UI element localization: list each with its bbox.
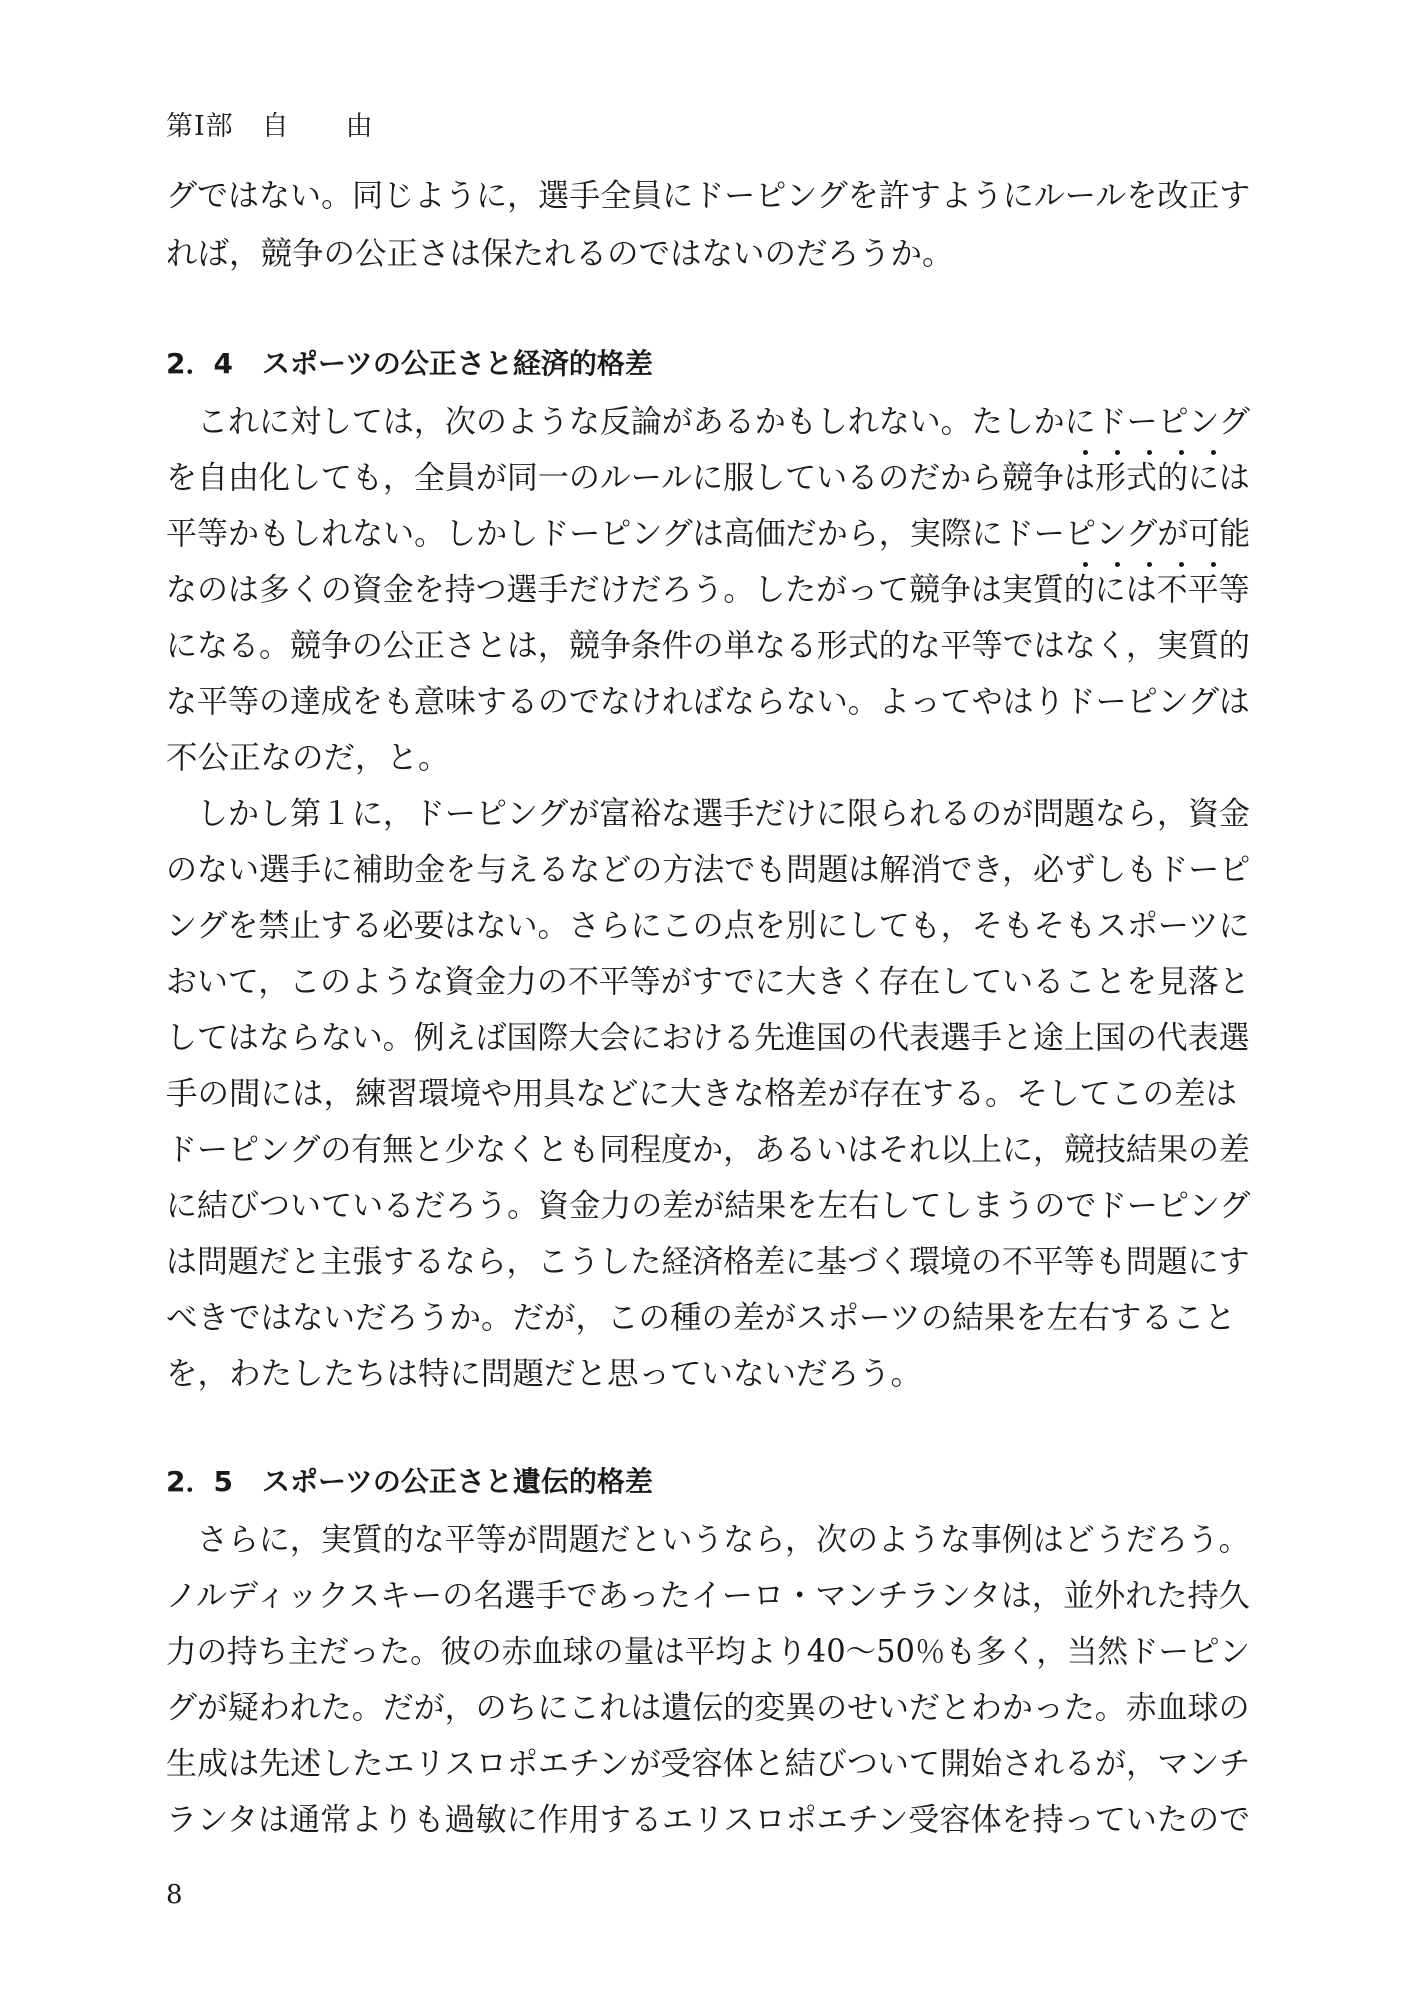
body-line: 不公正なのだ，と。 — [166, 740, 450, 776]
body-line: べきではないだろうか。だが，この種の差がスポーツの結果を左右すること — [166, 1300, 1236, 1336]
body-line: 平等かもしれない。しかしドーピングは高価だから，実際にドーピングが可能 — [166, 516, 1251, 552]
body-line: さらに，実質的な平等が問題だというなら，次のような事例はどうだろう。 — [166, 1522, 1250, 1558]
body-line: 手の間には，練習環境や用具などに大きな格差が存在する。そしてこの差は — [166, 1076, 1238, 1112]
emphasis-dot — [1147, 562, 1152, 567]
emphasis-dot — [1211, 562, 1216, 567]
section-title: スポーツの公正さと経済的格差 — [262, 347, 653, 380]
emphasis-dot — [1115, 562, 1120, 567]
body-line: のない選手に補助金を与えるなどの方法でも問題は解消でき，必ずしもドーピ — [166, 852, 1251, 888]
body-line: れば，競争の公正さは保たれるのではないのだろうか。 — [166, 236, 954, 272]
body-line: 力の持ち主だった。彼の赤血球の量は平均より40～50％も多く，当然ドーピン — [166, 1634, 1251, 1670]
emphasis-dot — [1179, 450, 1184, 455]
section-title: スポーツの公正さと遺伝的格差 — [262, 1465, 653, 1498]
body-line: になる。競争の公正さとは，競争条件の単なる形式的な平等ではなく，実質的 — [166, 628, 1250, 664]
emphasis-dot — [1083, 450, 1088, 455]
emphasis-dot — [1115, 450, 1120, 455]
running-head: 第Ⅰ部 自 由 — [166, 111, 374, 142]
emphasis-dot — [1211, 450, 1216, 455]
page-number: 8 — [166, 1880, 183, 1910]
body-line: ランタは通常よりも過敏に作用するエリスロポエチン受容体を持っていたので — [166, 1802, 1251, 1838]
section-heading-2-5 — [166, 1462, 653, 1502]
emphasis-dot — [1147, 450, 1152, 455]
body-line: これに対しては，次のような反論があるかもしれない。たしかにドーピング — [166, 404, 1250, 440]
body-line: しかし第１に，ドーピングが富裕な選手だけに限られるのが問題なら，資金 — [166, 796, 1250, 832]
body-line: してはならない。例えば国際大会における先進国の代表選手と途上国の代表選 — [166, 1020, 1250, 1056]
body-line: を自由化しても，全員が同一のルールに服しているのだから競争は形式的には — [166, 460, 1250, 496]
body-line: グが疑われた。だが，のちにこれは遺伝的変異のせいだとわかった。赤血球の — [166, 1690, 1250, 1726]
body-line: おいて，このような資金力の不平等がすでに大きく存在していることを見落と — [166, 964, 1250, 1000]
body-line: ングを禁止する必要はない。さらにこの点を別にしても，そもそもスポーツに — [166, 908, 1250, 944]
body-line: グではない。同じように，選手全員にドーピングを許すようにルールを改正す — [166, 178, 1251, 214]
body-line: 生成は先述したエリスロポエチンが受容体と結びついて開始されるが，マンチ — [166, 1746, 1251, 1782]
body-line: な平等の達成をも意味するのでなければならない。よってやはりドーピングは — [166, 684, 1250, 720]
body-line: なのは多くの資金を持つ選手だけだろう。したがって競争は実質的には不平等 — [166, 572, 1250, 608]
section-number: 2．4 — [166, 347, 233, 380]
body-line: ドーピングの有無と少なくとも同程度か，あるいはそれ以上に，競技結果の差 — [166, 1132, 1250, 1168]
section-heading-2-4 — [166, 344, 653, 384]
emphasis-dot — [1179, 562, 1184, 567]
section-number: 2．5 — [166, 1465, 233, 1498]
body-line: を，わたしたちは特に問題だと思っていないだろう。 — [166, 1356, 923, 1392]
body-line: は問題だと主張するなら，こうした経済格差に基づく環境の不平等も問題にす — [166, 1244, 1250, 1280]
body-line: ノルディックスキーの名選手であったイーロ・マンチランタは，並外れた持久 — [166, 1578, 1250, 1614]
emphasis-dot — [1083, 562, 1088, 567]
body-line: に結びついているだろう。資金力の差が結果を左右してしまうのでドーピング — [166, 1188, 1251, 1224]
